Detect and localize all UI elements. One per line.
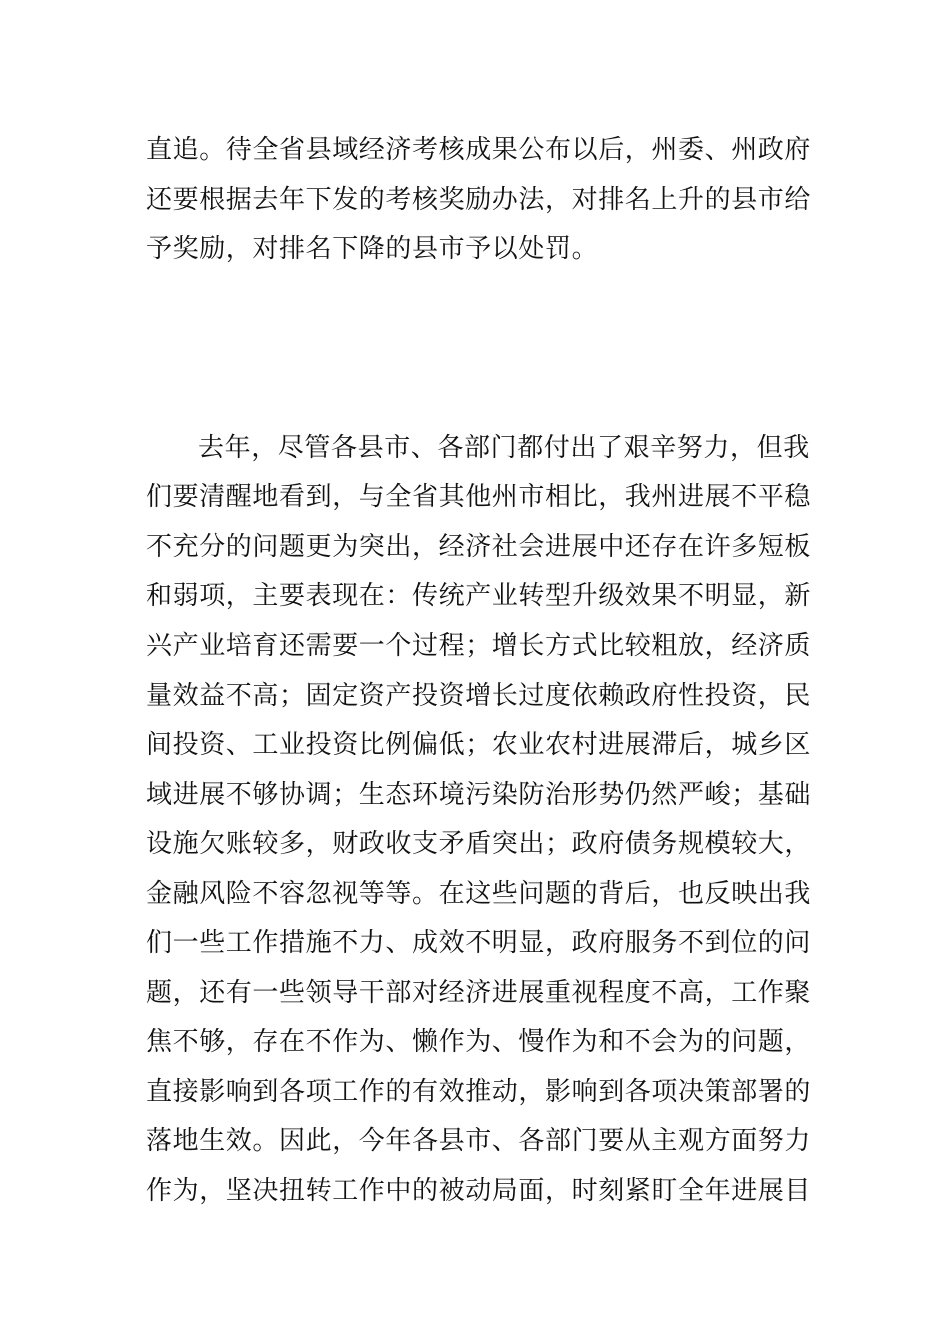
- text-line: 和弱项，主要表现在：传统产业转型升级效果不明显，新: [146, 581, 812, 611]
- text-line: 焦不够，存在不作为、懒作为、慢作为和不会为的问题，: [146, 1027, 812, 1057]
- text-line: 兴产业培育还需要一个过程；增长方式比较粗放，经济质: [146, 631, 812, 661]
- text-line: 还要根据去年下发的考核奖励办法，对排名上升的县市给: [146, 185, 812, 215]
- text-line: 题，还有一些领导干部对经济进展重视程度不高，工作聚: [146, 978, 812, 1008]
- text-line: 直追。待全省县域经济考核成果公布以后，州委、州政府: [146, 135, 812, 165]
- text-line: 间投资、工业投资比例偏低；农业农村进展滞后，城乡区: [146, 730, 812, 760]
- text-line: 域进展不够协调；生态环境污染防治形势仍然严峻；基础: [146, 780, 812, 810]
- text-line: 量效益不高；固定资产投资增长过度依赖政府性投资，民: [146, 681, 812, 711]
- text-line: 直接影响到各项工作的有效推动，影响到各项决策部署的: [146, 1077, 812, 1107]
- text-line: 不充分的问题更为突出，经济社会进展中还存在许多短板: [146, 532, 812, 562]
- text-line: 作为，坚决扭转工作中的被动局面，时刻紧盯全年进展目: [146, 1176, 812, 1206]
- text-line: 落地生效。因此，今年各县市、各部门要从主观方面努力: [146, 1126, 812, 1156]
- text-line: 金融风险不容忽视等等。在这些问题的背后，也反映出我: [146, 879, 812, 909]
- text-line: 们一些工作措施不力、成效不明显，政府服务不到位的问: [146, 928, 812, 958]
- text-line: 予奖励，对排名下降的县市予以处罚。: [146, 234, 599, 264]
- text-line: 们要清醒地看到，与全省其他州市相比，我州进展不平稳: [146, 482, 812, 512]
- text-line: 去年，尽管各县市、各部门都付出了艰辛努力，但我: [198, 433, 810, 463]
- text-line: 设施欠账较多，财政收支矛盾突出；政府债务规模较大，: [146, 829, 812, 859]
